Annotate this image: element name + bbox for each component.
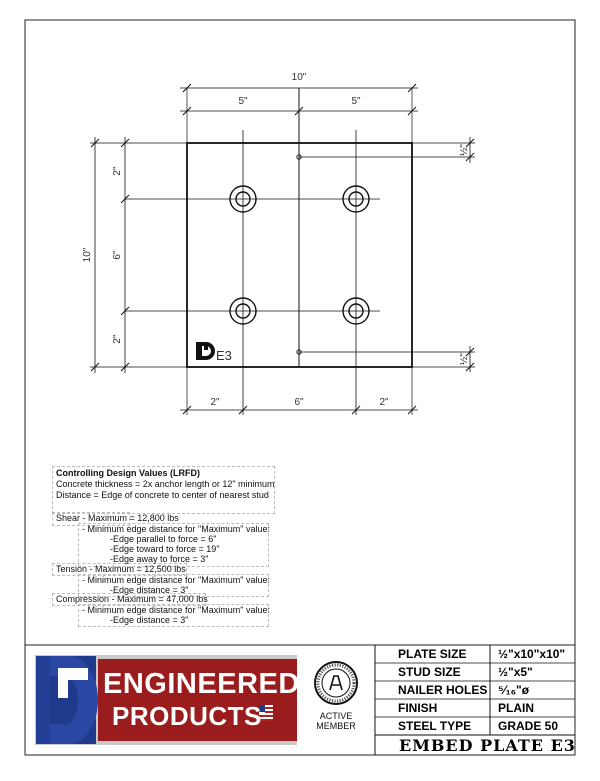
notes-shear-parallel: -Edge parallel to force = 6" <box>110 534 217 544</box>
tb-value-stud-size: ½"x5" <box>498 665 533 679</box>
notes-shear-toward: -Edge toward to force = 19" <box>110 544 220 554</box>
dim-edge-left: 2" <box>210 397 220 408</box>
notes-compression-min-head: - Minimum edge distance for "Maximum" value: <box>82 605 270 615</box>
notes-tension-edge: -Edge distance = 3" <box>110 585 189 595</box>
dim-spacing-horizontal: 6" <box>294 397 304 408</box>
notes-heading: Controlling Design Values (LRFD) <box>56 468 201 478</box>
drawing-title: EMBED PLATE E3 <box>399 736 576 755</box>
tb-label-plate-size: PLATE SIZE <box>398 647 467 661</box>
tb-value-steel-type: GRADE 50 <box>498 719 559 733</box>
tb-label-finish: FINISH <box>398 701 438 715</box>
dim-half-right: 5" <box>351 96 361 107</box>
dim-edge-bottom: 2" <box>112 334 123 344</box>
notes-tension-max: Tension - Maximum = 12,500 lbs <box>56 564 186 574</box>
dim-overall-width: 10" <box>291 72 307 83</box>
notes-compression-edge: -Edge distance = 3" <box>110 615 189 625</box>
notes-shear-max: Shear - Maximum = 12,800 lbs <box>56 513 179 523</box>
dim-edge-right: 2" <box>379 397 389 408</box>
notes-tension-min-head: - Minimum edge distance for "Maximum" value: <box>82 575 270 585</box>
tb-label-stud-size: STUD SIZE <box>398 665 461 679</box>
plate-drawing <box>90 84 475 415</box>
notes-shear-away: -Edge away to force = 3" <box>110 554 209 564</box>
tb-label-nailer-holes: NAILER HOLES <box>398 683 488 697</box>
dim-overall-height: 10" <box>82 247 93 263</box>
plate-label: E3 <box>216 348 232 363</box>
notes-shear-min-head: - Minimum edge distance for "Maximum" value: <box>82 524 270 534</box>
tb-value-finish: PLAIN <box>498 701 534 715</box>
logo-line2: PRODUCTS <box>112 701 262 731</box>
tb-value-nailer-holes: ⁵⁄₁₆"ø <box>498 683 530 697</box>
dim-spacing-vertical: 6" <box>112 250 123 260</box>
logo-line1: ENGINEERED <box>103 668 300 700</box>
dim-edge-top: 2" <box>112 166 123 176</box>
dim-half-left: 5" <box>238 96 248 107</box>
tb-label-steel-type: STEEL TYPE <box>398 719 472 733</box>
tb-value-plate-size: ½"x10"x10" <box>498 647 566 661</box>
active-member-label: ACTIVE MEMBER <box>316 711 356 731</box>
notes-line1: Concrete thickness = 2x anchor length or 12" minimum <box>56 479 275 489</box>
notes-compression-max: Compression - Maximum = 47,000 lbs <box>56 594 208 604</box>
aisc-seal-icon <box>315 662 357 704</box>
dim-nailer-top: ½" <box>459 144 470 156</box>
dim-nailer-bottom: ½" <box>459 353 470 365</box>
notes-line2: Distance = Edge of concrete to center of nearest stud <box>56 490 269 500</box>
d5-mark-icon <box>196 342 215 360</box>
